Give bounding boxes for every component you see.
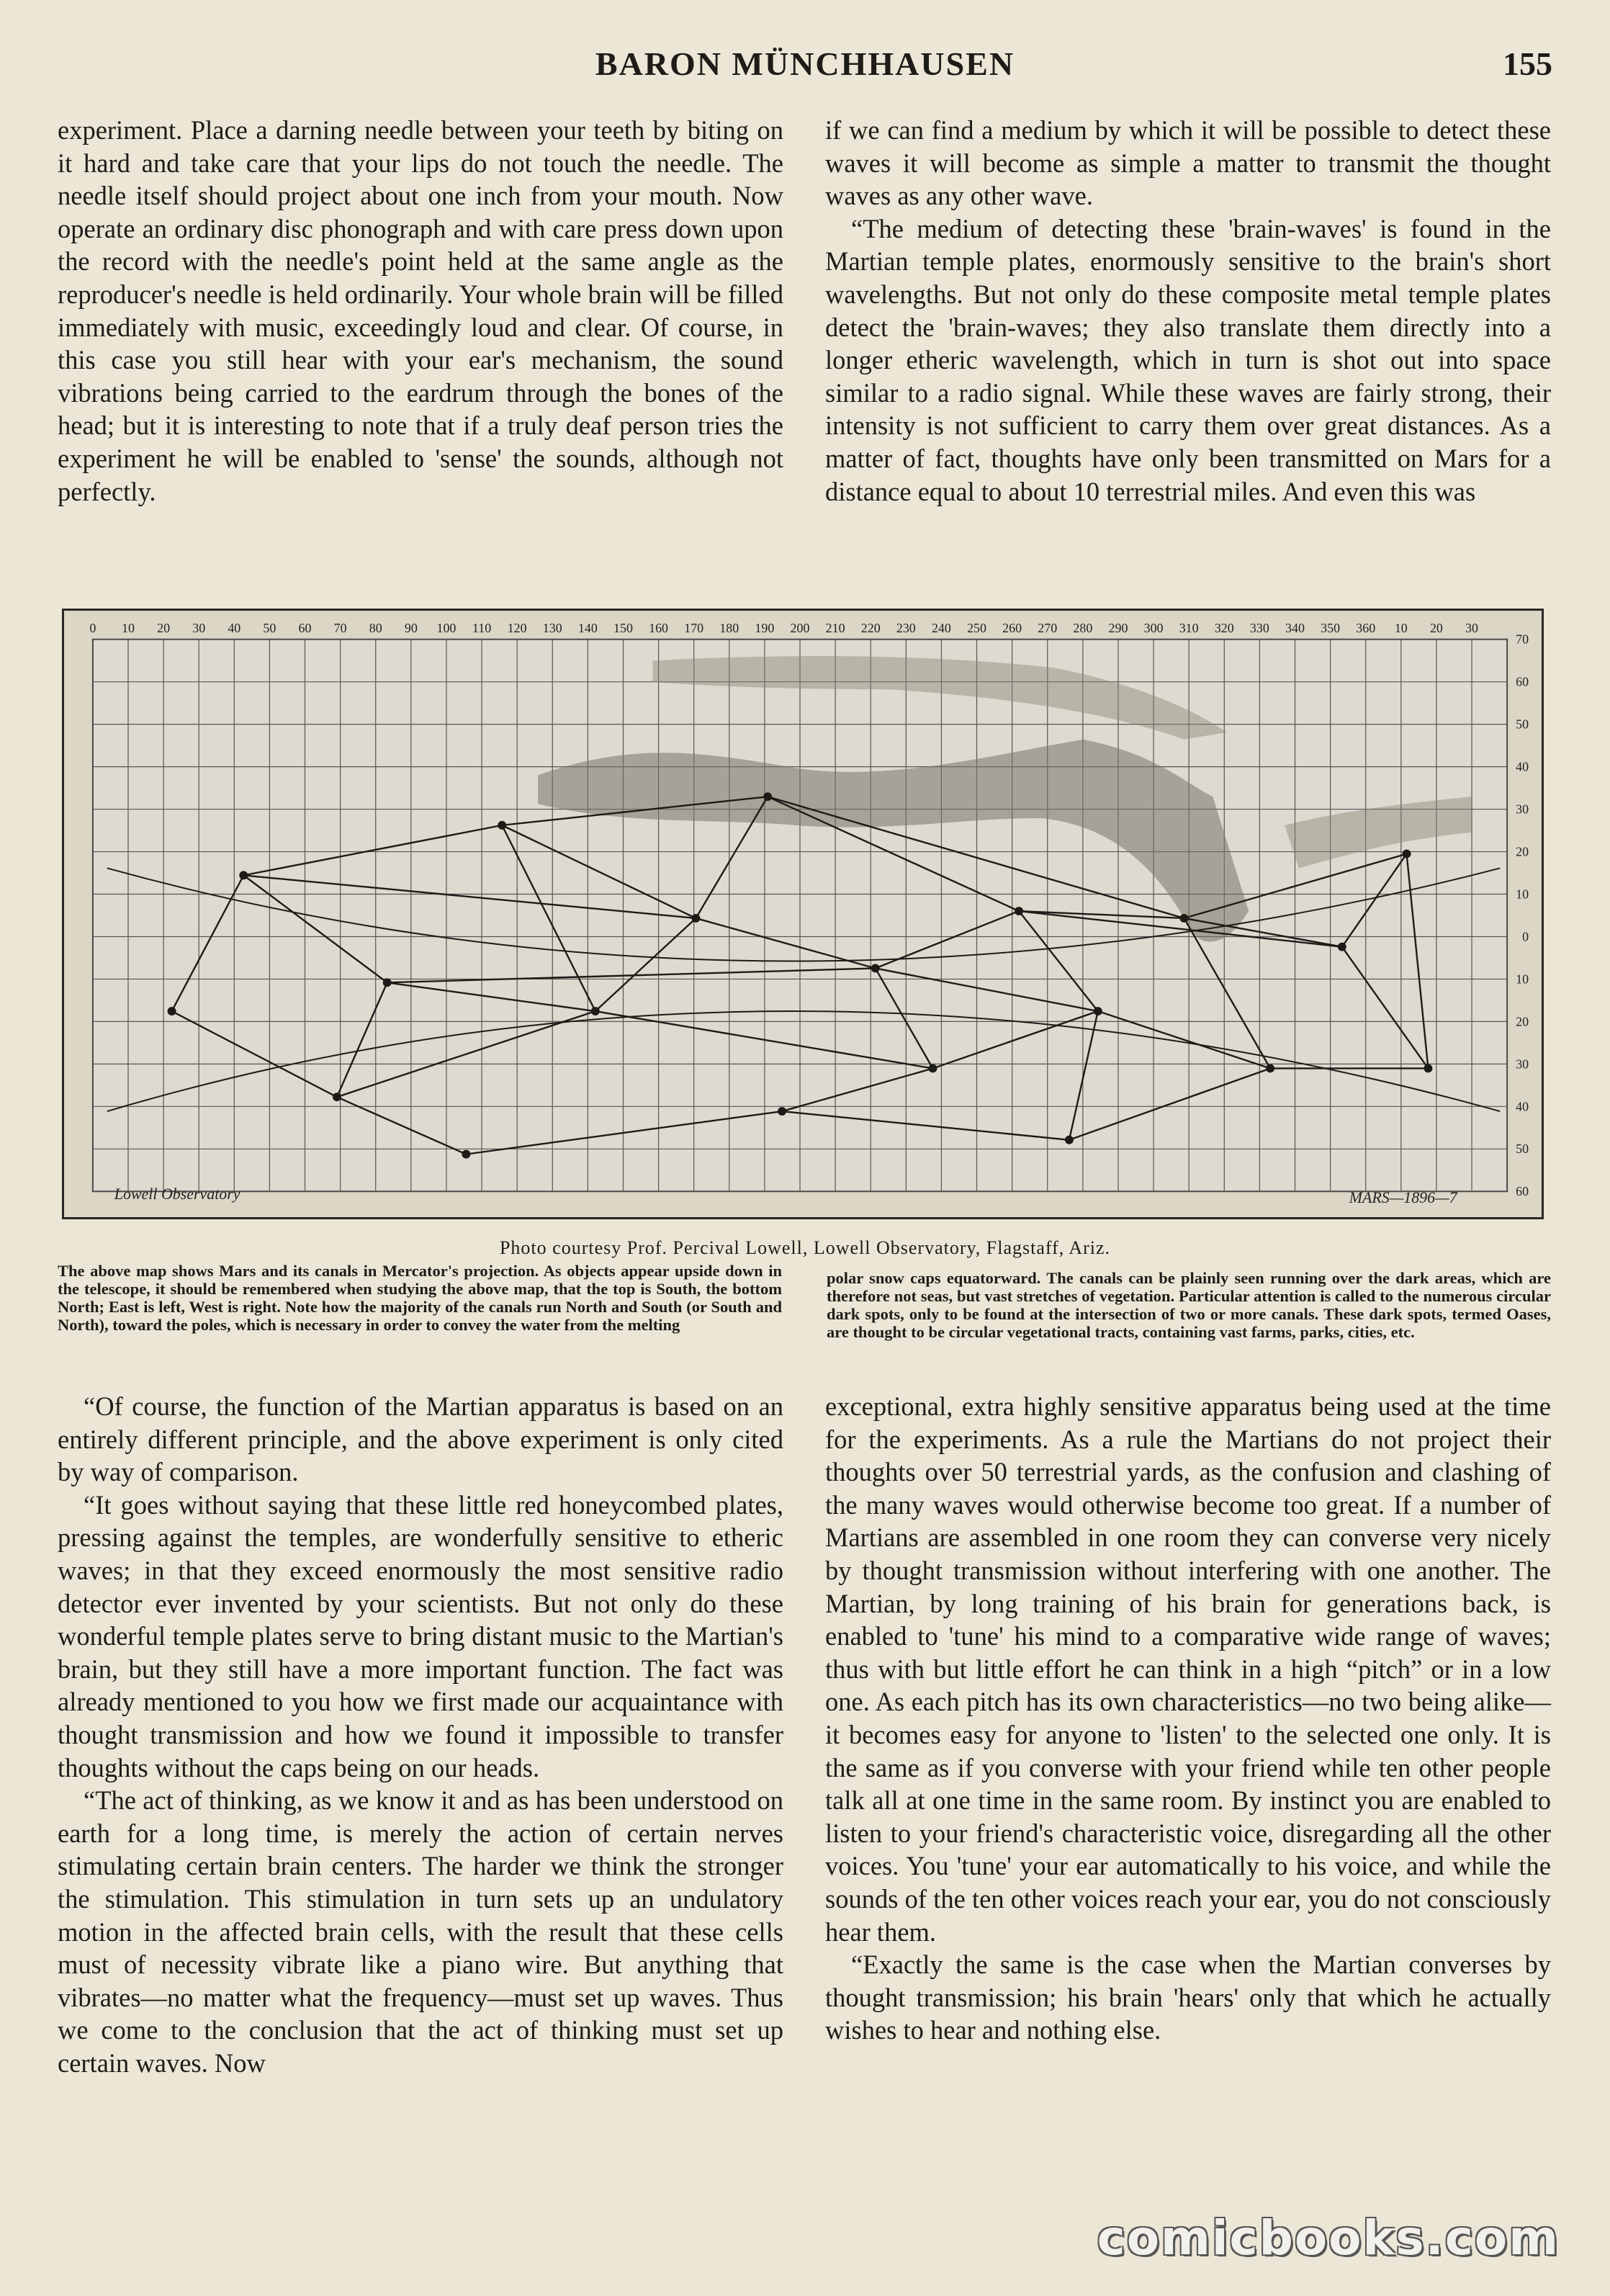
- map-longitude-label: 20: [1429, 620, 1443, 635]
- map-longitude-label: 60: [298, 620, 312, 635]
- top-right-column: [825, 114, 1551, 575]
- map-longitude-label: 100: [436, 620, 457, 635]
- paragraph: “The medium of detecting these 'brain-waves' is found in the Martian temple plates, enormously sensitive to the brain's short wavelengths. But not only do these composite metal temple plates detect the 'brain-waves; they also translate them directly into a longer etheric wavelength, which in turn is shot out into space similar to a radio signal. While these waves are fairly strong, their intensity is not sufficient to carry them over great distances. As a matter of fact, thoughts have only been transmitted on Mars for a distance equal to about 10 terrestrial miles. And even this was: [825, 213, 1551, 506]
- map-longitude-label: 150: [613, 620, 633, 635]
- map-longitude-label: 140: [577, 620, 598, 635]
- map-longitude-label: 90: [404, 620, 418, 635]
- map-caption-left: The above map shows Mars and its canals in Mercator's projection. As objects appear upside down in the telescope, it should be remembered when studying the above map, that the top is South, the bottom North; East is left, West is right. Note how the majority of the canals run North and South (or South and North), toward the poles, which is necessary in order to convey the water from the melting: [58, 1262, 782, 1334]
- page-number: 155: [1503, 45, 1552, 82]
- bottom-right-column: [825, 1390, 1551, 2197]
- map-longitude-label: 270: [1038, 620, 1058, 635]
- map-longitude-label: 330: [1249, 620, 1269, 635]
- paragraph: “Exactly the same is the case when the Martian converses by thought transmission; his brain 'hears' only that which he actually wishes to hear and nothing else.: [825, 1950, 1551, 2045]
- map-longitude-label: 30: [1465, 620, 1479, 635]
- paragraph: exceptional, extra highly sensitive apparatus being used at the time for the experiments. As a rule the Martians do not project their thoughts over 50 terrestrial yards, as the confusion and clashing of the many waves would otherwise become too great. If a number of Martians are assembled in one room they can converse very nicely by thought transmission without interfering with one another. The Martian, by long training of his brain for generations back, is enabled to 'tune' his mind to a comparative wide range of waves; thus with but little effort he can think in a high “pitch” or in a low one. As each pitch has its own characteristics—no two being alike—it becomes easy for anyone to 'listen' to the selected one only. It is the same as if you converse with your friend while ten other people talk all at one time in the same room. By instinct you are enabled to listen to your friend's characteristic voice, disregarding all the other voices. You 'tune' your ear automatically to his voice, and while the sounds of the ten other voices reach your ear, you do not consciously hear them.: [825, 1391, 1551, 1947]
- map-longitude-label: 10: [122, 620, 135, 635]
- map-latitude-label: 30: [1516, 802, 1529, 817]
- map-latitude-label: 0: [1522, 929, 1529, 944]
- map-latitude-label: 50: [1516, 1142, 1529, 1157]
- map-longitude-label: 360: [1356, 620, 1376, 635]
- map-latitude-label: 60: [1516, 674, 1529, 689]
- top-left-column: [58, 114, 783, 575]
- map-longitude-label: 230: [896, 620, 916, 635]
- map-longitude-label: 70: [333, 620, 347, 635]
- paragraph: “The act of thinking, as we know it and as has been understood on earth for a long time, is merely the action of certain nerves stimulating certain brain centers. The harder we think the stronger the stimulation. This stimulation in turn sets up an undulatory motion in the affected brain cells, with the result that these cells must of necessity vibrate like a piano wire. But anything that vibrates—no matter what the frequency—must set up waves. Thus we come to the conclusion that the act of thinking must set up certain waves. Now: [58, 1785, 783, 2078]
- map-longitude-label: 290: [1108, 620, 1128, 635]
- map-longitude-label: 160: [649, 620, 669, 635]
- map-longitude-label: 250: [967, 620, 987, 635]
- watermark: comicbooks.com: [1097, 2210, 1560, 2266]
- map-longitude-label: 50: [263, 620, 276, 635]
- map-latitude-label: 20: [1516, 1014, 1529, 1029]
- map-longitude-label: 10: [1394, 620, 1408, 635]
- map-latitude-label: 60: [1516, 1184, 1529, 1199]
- map-latitude-label: 70: [1516, 632, 1529, 647]
- bottom-left-column: [58, 1390, 783, 2197]
- map-longitude-label: 260: [1002, 620, 1022, 635]
- map-latitude-label: 20: [1516, 844, 1529, 859]
- map-longitude-label: 350: [1321, 620, 1341, 635]
- map-latitude-label: 10: [1516, 887, 1529, 902]
- map-latitude-label: 40: [1516, 1099, 1529, 1114]
- map-caption-right: polar snow caps equatorward. The canals can be plainly seen running over the dark areas, which are therefore not seas, but vast stretches of vegetation. Particular attention is called to the numerous circular dark spots, only to be found at the intersection of two or more canals. These dark spots, termed Oases, are thought to be circular vegetational tracts, containing vast farms, parks, cities, etc.: [827, 1269, 1551, 1341]
- running-title: BARON MÜNCHHAUSEN: [595, 45, 1015, 82]
- photo-credit: Photo courtesy Prof. Percival Lowell, Lowell Observatory, Flagstaff, Ariz.: [499, 1237, 1111, 1258]
- map-longitude-label: 0: [89, 620, 96, 635]
- map-longitude-label: 280: [1073, 620, 1093, 635]
- map-latitude-label: 50: [1516, 717, 1529, 732]
- map-date-label: MARS—1896—7: [1349, 1188, 1457, 1207]
- map-longitude-label: 110: [472, 620, 492, 635]
- map-longitude-label: 200: [790, 620, 810, 635]
- map-longitude-label: 210: [825, 620, 845, 635]
- mars-map-figure: [64, 611, 1542, 1217]
- map-longitude-label: 320: [1214, 620, 1234, 635]
- observatory-label: Lowell Observatory: [114, 1185, 240, 1203]
- map-longitude-label: 240: [931, 620, 951, 635]
- mars-map: [62, 609, 1544, 1219]
- paragraph: if we can find a medium by which it will be possible to detect these waves it will become as simple a matter to transmit the thought waves as any other wave.: [825, 115, 1551, 211]
- map-latitude-label: 30: [1516, 1057, 1529, 1072]
- map-longitude-label: 30: [192, 620, 206, 635]
- map-latitude-label: 10: [1516, 972, 1529, 987]
- page-header: [58, 45, 1552, 88]
- map-longitude-label: 300: [1143, 620, 1164, 635]
- map-longitude-label: 130: [542, 620, 562, 635]
- paragraph: experiment. Place a darning needle between your teeth by biting on it hard and take care that your lips do not touch the needle. The needle itself should project about one inch from your mouth. Now operate an ordinary disc phonograph and with care press down upon the record with the needle's point held at the same angle as the reproducer's needle is held ordinarily. Your whole brain will be filled immediately with music, exceedingly loud and clear. Of course, in this case you still hear with your ear's mechanism, the sound vibrations being carried to the eardrum through the bones of the head; but it is interesting to note that if a truly deaf person tries the experiment he will be enabled to 'sense' the sounds, although not perfectly.: [58, 115, 783, 506]
- map-latitude-label: 40: [1516, 759, 1529, 774]
- map-longitude-label: 40: [228, 620, 241, 635]
- map-longitude-label: 180: [719, 620, 739, 635]
- map-longitude-label: 170: [684, 620, 704, 635]
- map-longitude-label: 220: [860, 620, 881, 635]
- map-longitude-label: 190: [755, 620, 775, 635]
- map-longitude-label: 80: [369, 620, 382, 635]
- map-longitude-label: 120: [507, 620, 527, 635]
- map-longitude-label: 310: [1179, 620, 1199, 635]
- map-longitude-label: 340: [1285, 620, 1305, 635]
- map-longitude-label: 20: [157, 620, 171, 635]
- paragraph: “It goes without saying that these little red honeycombed plates, pressing against the temples, are wonderfully sensitive to etheric waves; in that they exceed enormously the most sensitive radio detector ever invented by your scientists. But not only do these wonderful temple plates serve to bring distant music to the Martian's brain, but they still have a more important function. The fact was already mentioned to you how we first made our acquaintance with thought transmission and how we found it impossible to transfer thoughts without the caps being on our heads.: [58, 1489, 783, 1782]
- paragraph: “Of course, the function of the Martian apparatus is based on an entirely different principle, and the above experiment is only cited by way of comparison.: [58, 1391, 783, 1487]
